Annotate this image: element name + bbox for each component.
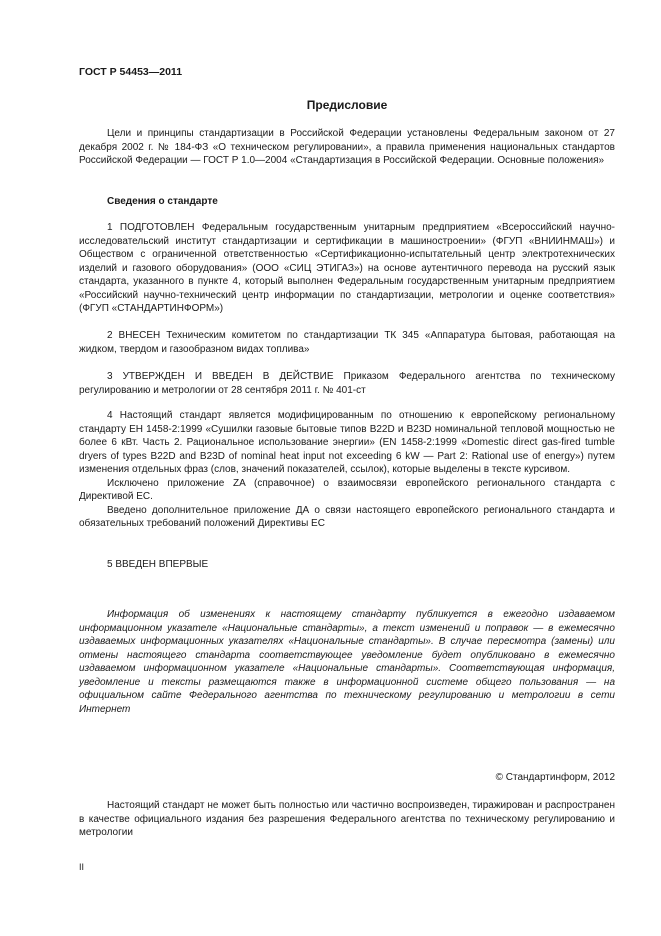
document-header: ГОСТ Р 54453—2011: [79, 66, 183, 78]
reproduction-block: [79, 799, 615, 840]
item-3: 3 УТВЕРЖДЕН И ВВЕДЕН В ДЕЙСТВИЕ Приказом Федерального агентства по техническому регулированию и метрологии от 28 сентября 2011 г. № 401-ст: [79, 371, 615, 396]
item-1-block: [79, 221, 615, 316]
page-number: II: [79, 862, 85, 872]
copyright: © Стандартинформ, 2012: [495, 772, 615, 783]
item-5-block: [79, 558, 615, 572]
item-2: 2 ВНЕСЕН Техническим комитетом по стандартизации ТК 345 «Аппаратура бытовая, работающая на жидком, твердом и газообразном видах топлива»: [79, 330, 615, 355]
item-4-added-annex: Введено дополнительное приложение ДА о связи настоящего европейского регионального стандарта и обязательных требований положений Директивы ЕС: [79, 504, 615, 529]
page-title: Предисловие: [306, 98, 388, 112]
item-3-block: [79, 370, 615, 397]
item-4: 4 Настоящий стандарт является модифицированным по отношению к европейскому региональному стандарту ЕН 1458-2:1999 «Сушилки газовые бытовые типов B22D и B23D номинальной тепловой мощностью не более 6 кВт. Часть 2. Рациональное использование энергии» (EN 1458-2:1999 «Domestic direct gas-fired tumble dryers of types B22D and B23D of nominal heat input not exceeding 6 kW — Part 2: Rational use of energy») путем изменения отдельных фраз (слов, значений показателей, ссылок), которые выделены в тексте курсивом.: [79, 410, 615, 475]
subheading: Сведения о стандарте: [107, 196, 218, 207]
item-5: 5 ВВЕДЕН ВПЕРВЫЕ: [107, 559, 209, 570]
info-notice: Информация об изменениях к настоящему стандарту публикуется в ежегодно издаваемом информационном указателе «Национальные стандарты», а текст изменений и поправок — в ежемесячно издаваемых информационных указателях «Национальные стандарты». В случае пересмотра (замены) или отмены настоящего стандарта соответствующее уведомление будет опубликовано в ежемесячно издаваемом информационном указателе «Национальные стандарты». Соответствующая информация, уведомление и тексты размещаются также в информационной системе общего пользования — на официальном сайте Федерального агентства по техническому регулированию и метрологии в сети Интернет: [79, 609, 615, 715]
subheading-block: [79, 195, 615, 209]
info-notice-block: [79, 608, 615, 716]
item-2-block: [79, 329, 615, 356]
item-4-excluded-annex: Исключено приложение ZA (справочное) о взаимосвязи европейского регионального стандарта с Директивой ЕС.: [79, 477, 615, 502]
reproduction-notice: Настоящий стандарт не может быть полностью или частично воспроизведен, тиражирован и распространен в качестве официального издания без разрешения Федерального агентства по техническому регулированию и метрологии: [79, 800, 615, 838]
intro-paragraph: Цели и принципы стандартизации в Российской Федерации установлены Федеральным законом от 27 декабря 2002 г. № 184-ФЗ «О техническом регулировании», а правила применения национальных стандартов Российской Федерации — ГОСТ Р 1.0—2004 «Стандартизация в Российской Федерации. Основные положения»: [79, 128, 615, 166]
item-1: 1 ПОДГОТОВЛЕН Федеральным государственным унитарным предприятием «Всероссийский научно-исследовательский институт стандартизации и сертификации в машиностроении» (ФГУП «ВНИИНМАШ») и Обществом с ограниченной ответственностью «Сертификационно-испытательный центр электротехнических изделий и газового оборудования» (ООО «СИЦ ЭТИГАЗ») на основе аутентичного перевода на русский язык стандарта, указанного в пункте 4, который выполнен Федеральным государственным унитарным предприятием «Российский научно-технический центр информации по стандартизации, метрологии и оценке соответствия» (ФГУП «СТАНДАРТИНФОРМ»): [79, 222, 615, 314]
item-4-block: [79, 409, 615, 531]
intro-block: [79, 127, 615, 168]
